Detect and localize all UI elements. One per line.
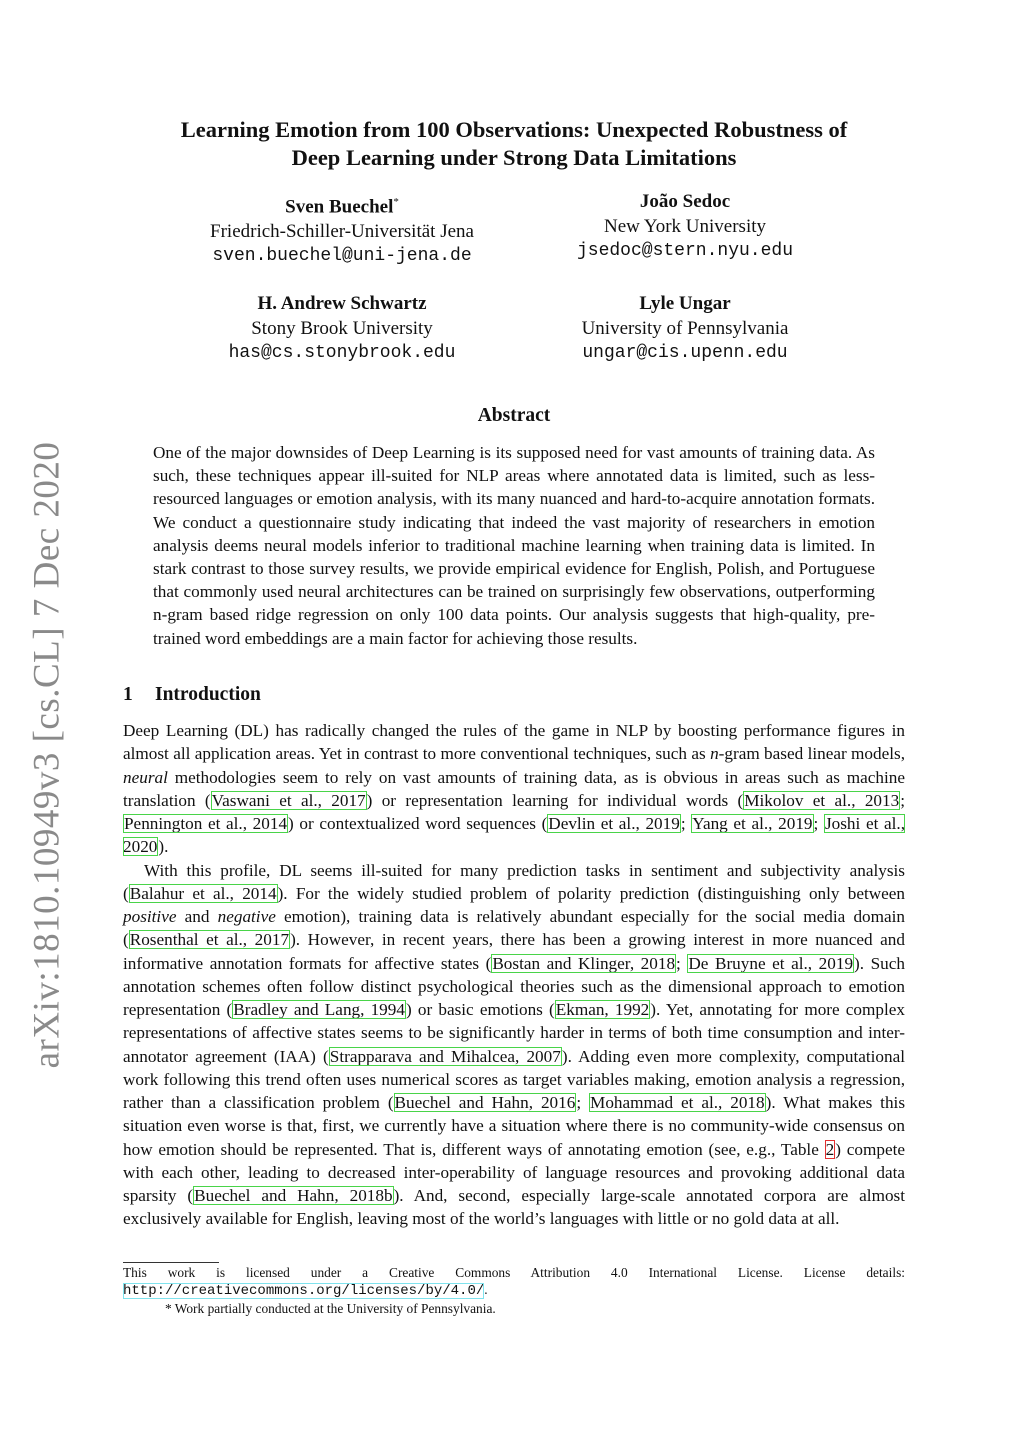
author-name: H. Andrew Schwartz (257, 293, 427, 314)
author-block-4 (515, 292, 855, 366)
author-name: João Sedoc (639, 191, 731, 212)
citation-link[interactable]: Bradley and Lang, 1994 (233, 1000, 405, 1019)
citation-link[interactable]: Joshi et al., 2020 (123, 814, 906, 857)
citation-link[interactable]: Strapparava and Mihalcea, 2007 (329, 1046, 561, 1066)
paragraph: Deep Learning (DL) has radically changed the rules of the game in NLP by boosting performance figures in almost all application areas. Yet in contrast to more conventional techniques, such as n-gram based linear models, neural methodologies seem to rely on vast amounts of training data, as is obvious in areas such as machine translation (Vaswani et al., 2017) or representation learning for individual words (Mikolov et al., 2013; Pennington et al., 2014) or contextualized word sequences (Devlin et al., 2019; Yang et al., 2019; Joshi et al., 2020). (123, 721, 906, 857)
license-footnote: This work is licensed under a Creative Commons Attribution 4.0 International License. License details: http://creativecommons.org/licenses/by/4.0/. (123, 1265, 905, 1299)
abstract-heading: Abstract (477, 405, 551, 426)
author-name: Lyle Ungar (639, 293, 731, 314)
author-footnote: * Work partially conducted at the University of Pennsylvania. (165, 1301, 496, 1316)
citation-link[interactable]: Mikolov et al., 2013 (744, 790, 900, 810)
citation-link[interactable]: Devlin et al., 2019 (548, 814, 680, 833)
citation-link[interactable]: Rosenthal et al., 2017 (129, 930, 290, 950)
table-reference-link[interactable]: 2 (825, 1139, 835, 1159)
footnotes (123, 1264, 905, 1317)
author-affiliation: New York University (603, 215, 767, 237)
citation-link[interactable]: Vaswani et al., 2017 (211, 790, 366, 810)
citation-link[interactable]: De Bruyne et al., 2019 (688, 953, 854, 973)
author-block-1 (172, 190, 512, 269)
section-title: Introduction (155, 684, 261, 705)
author-affiliation: Stony Brook University (251, 317, 433, 339)
author-affiliation: Friedrich-Schiller-Universität Jena (210, 220, 474, 242)
citation-link[interactable]: Buechel and Hahn, 2018b (194, 1186, 393, 1205)
author-name: Sven Buechel* (285, 196, 399, 218)
footnote-divider (123, 1262, 219, 1263)
arxiv-identifier: arXiv:1810.10949v3 [cs.CL] 7 Dec 2020 (26, 441, 68, 1069)
citation-link[interactable]: Bostan and Klinger, 2018 (492, 953, 676, 973)
author-footnote-marker: * (393, 196, 399, 208)
citation-link[interactable]: Pennington et al., 2014 (124, 814, 288, 833)
paper-title (120, 116, 908, 172)
title-line-1: Learning Emotion from 100 Observations: Unexpected Robustness of (180, 117, 848, 142)
license-url-link[interactable]: http://creativecommons.org/licenses/by/4.0/ (123, 1283, 485, 1299)
arxiv-sidebar (22, 441, 72, 1069)
abstract-text: One of the major downsides of Deep Learning is its supposed need for vast amounts of training data. As such, these techniques appear ill-suited for NLP areas where annotated data is limited, such as less-resourced languages or emotion analysis, with its many nuanced and hard-to-acquire annotation formats. We conduct a questionnaire study indicating that indeed the vast majority of researchers in emotion analysis deems neural models inferior to traditional machine learning when training data is limited. In stark contrast to those survey results, we provide empirical evidence for English, Polish, and Portuguese that commonly used neural architectures can be trained on surprisingly few observations, outperforming n-gram based ridge regression on only 100 data points. Our analysis suggests that high-quality, pre-trained word embeddings are a main factor for achieving those results. (153, 443, 875, 648)
author-email: sven.buechel@uni-jena.de (212, 246, 472, 267)
author-email: ungar@cis.upenn.edu (582, 343, 788, 363)
author-block-3 (172, 292, 512, 366)
introduction-body (123, 719, 905, 1231)
section-heading (123, 684, 261, 706)
paragraph: With this profile, DL seems ill-suited for many prediction tasks in sentiment and subjectivity analysis (Balahur et al., 2014). For the widely studied problem of polarity prediction (distinguishing only between positive and negative emotion), training data is relatively abundant especially for the social media domain (Rosenthal et al., 2017). However, in recent years, there has been a growing interest in more nuanced and informative annotation formats for affective states (Bostan and Klinger, 2018; De Bruyne et al., 2019). Such annotation schemes often follow distinct psychological theories such as the dimensional approach to emotion representation (Bradley and Lang, 1994) or basic emotions (Ekman, 1992). Yet, annotating for more complex representations of affective states seems to be significantly harder in terms of both time consumption and inter-annotator agreement (IAA) (Strapparava and Mihalcea, 2007). Adding even more complexity, computational work following this trend often uses numerical scores as target variables making, emotion analysis a regression, rather than a classification problem (Buechel and Hahn, 2016; Mohammad et al., 2018). What makes this situation even worse is that, first, we currently have a situation where there is no community-wide consensus on how emotion should be represented. That is, different ways of annotating emotion (see, e.g., Table 2) compete with each other, leading to decreased inter-operability of language resources and provoking additional data sparsity (Buechel and Hahn, 2018b). And, second, especially large-scale annotated corpora are almost exclusively available for English, leaving most of the world’s languages with little or no gold data at all. (123, 860, 906, 1229)
section-number: 1 (123, 684, 133, 705)
citation-link[interactable]: Mohammad et al., 2018 (590, 1093, 765, 1112)
citation-link[interactable]: Buechel and Hahn, 2016 (394, 1093, 576, 1112)
author-email: has@cs.stonybrook.edu (228, 343, 456, 363)
author-affiliation: University of Pennsylvania (581, 317, 789, 339)
citation-link[interactable]: Yang et al., 2019 (692, 814, 813, 833)
citation-link[interactable]: Balahur et al., 2014 (129, 883, 277, 903)
title-line-2: Deep Learning under Strong Data Limitations (291, 145, 737, 170)
author-email: jsedoc@stern.nyu.edu (576, 241, 794, 261)
author-block-2 (515, 190, 855, 264)
citation-link[interactable]: Ekman, 1992 (555, 1000, 650, 1019)
